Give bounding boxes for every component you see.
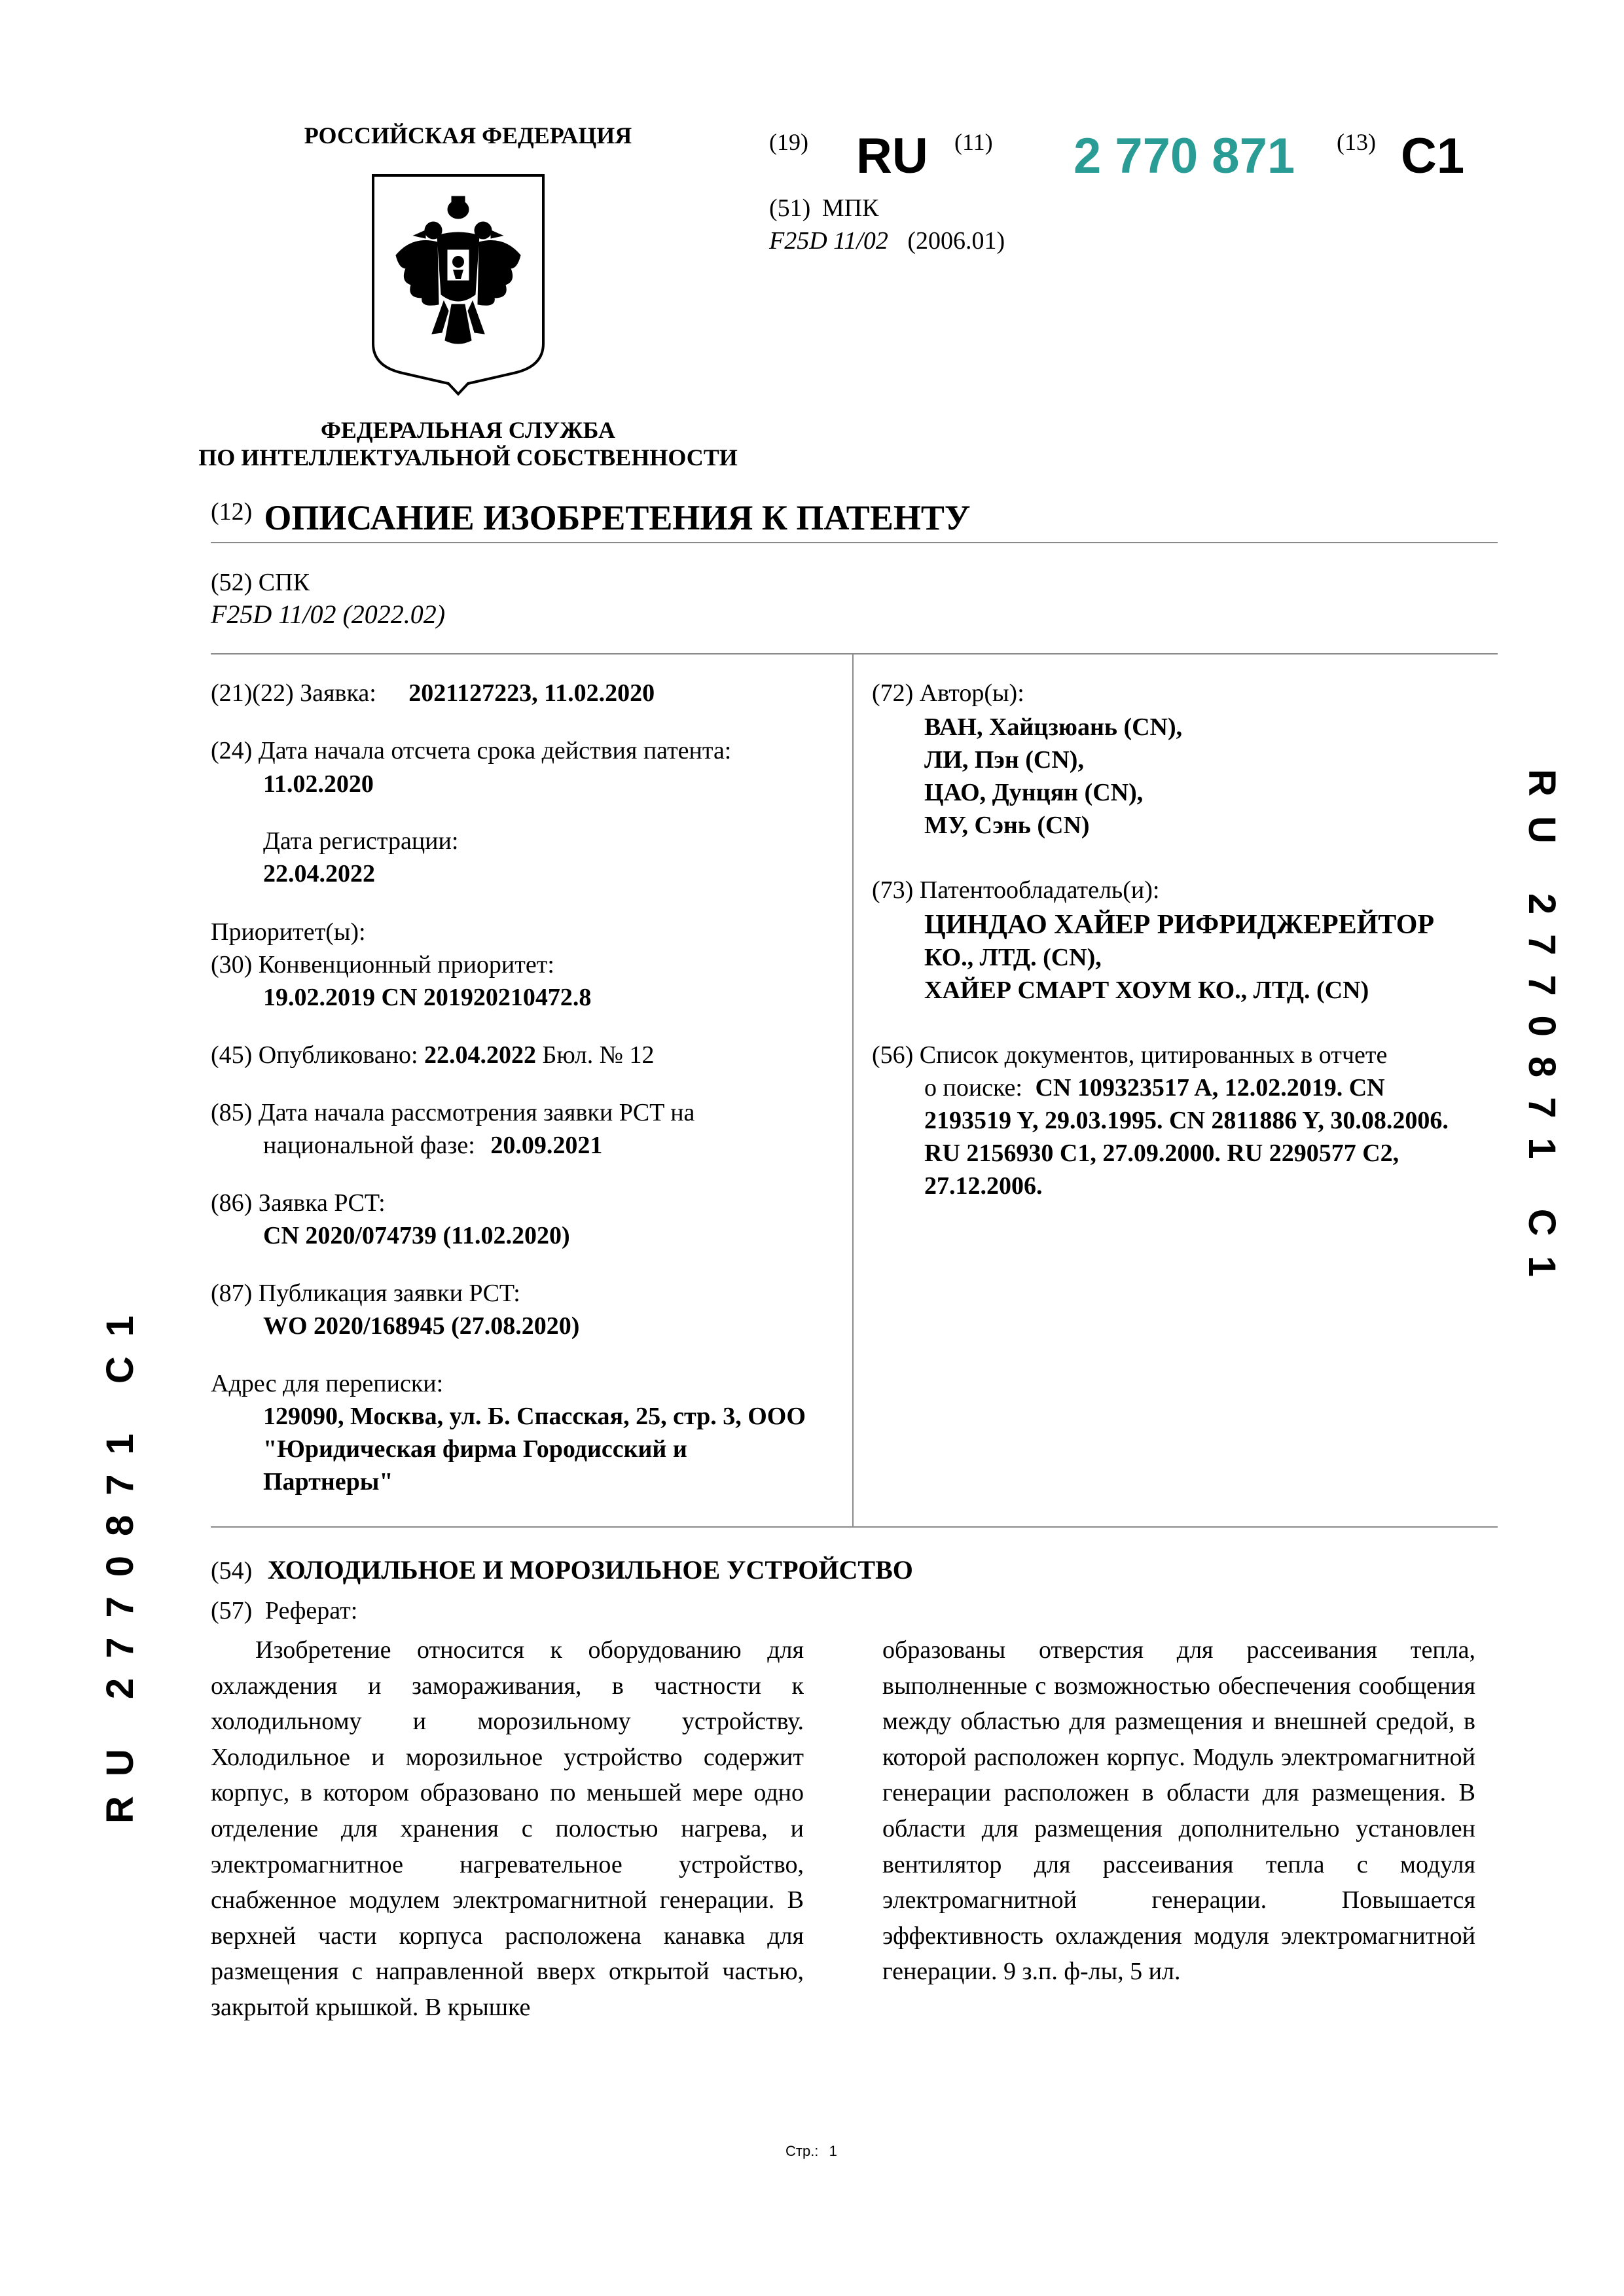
page-label: Стр.:: [785, 2143, 819, 2159]
code-51: (51): [769, 194, 811, 222]
cited-docs-label-1: (56) Список документов, цитированных в отчете: [872, 1041, 1388, 1069]
published-field: [211, 1039, 655, 1071]
pct-publication-label: (87) Публикация заявки PCT:: [211, 1280, 520, 1307]
side-id-left: RU 2770871 C1: [99, 1296, 141, 1823]
invention-title-field: [211, 1554, 913, 1587]
address-label: Адрес для переписки:: [211, 1370, 444, 1397]
code-54: (54): [211, 1557, 253, 1585]
mpk-version: (2006.01): [907, 227, 1005, 255]
invention-title: ХОЛОДИЛЬНОЕ И МОРОЗИЛЬНОЕ УСТРОЙСТВО: [267, 1555, 913, 1585]
page-footer: [785, 2143, 837, 2160]
page-number: 1: [829, 2143, 837, 2159]
agency-name-line1: ФЕДЕРАЛЬНАЯ СЛУЖБА: [321, 417, 615, 443]
published-label: (45) Опубликовано:: [211, 1041, 418, 1069]
start-date-value: 11.02.2020: [263, 770, 374, 798]
cited-docs-field: [924, 1071, 1385, 1104]
country-code: RU: [856, 128, 928, 184]
code-11: (11): [954, 129, 993, 155]
pct-publication-value: WO 2020/168945 (27.08.2020): [263, 1312, 580, 1340]
abstract-heading: [211, 1594, 357, 1627]
published-value: 22.04.2022: [424, 1041, 537, 1069]
mpk-label: МПК: [821, 194, 879, 222]
cited-doc-line: RU 2156930 C1, 27.09.2000. RU 2290577 C2,: [924, 1139, 1399, 1167]
author-item: ЛИ, Пэн (CN),: [924, 746, 1084, 774]
cited-doc-line: CN 109323517 A, 12.02.2019. CN: [1035, 1074, 1385, 1102]
document-title: ОПИСАНИЕ ИЗОБРЕТЕНИЯ К ПАТЕНТУ: [264, 498, 971, 537]
mpk-class: F25D 11/02: [769, 227, 888, 255]
address-block: [263, 1400, 839, 1498]
abstract-label: Реферат:: [264, 1597, 358, 1624]
pct-start-value: 20.09.2021: [490, 1132, 603, 1159]
country-name: РОССИЙСКАЯ ФЕДЕРАЦИЯ: [304, 122, 632, 149]
code-13: (13): [1337, 129, 1376, 155]
pct-start-label-2: национальной фазе:: [263, 1132, 475, 1159]
coat-of-arms-emblem: [360, 170, 556, 399]
mpk-heading: [769, 194, 878, 223]
column-divider: [852, 655, 854, 1526]
cited-docs-list: [924, 1104, 1449, 1202]
pct-application-value: CN 2020/074739 (11.02.2020): [263, 1222, 570, 1249]
author-item: ЦАО, Дунцян (CN),: [924, 779, 1144, 806]
start-date-label: (24) Дата начала отсчета срока действия патента:: [211, 737, 732, 764]
application-value: 2021127223, 11.02.2020: [408, 679, 655, 707]
patent-number: 2 770 871: [1074, 128, 1295, 184]
authors-label: (72) Автор(ы):: [872, 679, 1024, 707]
cited-doc-line: 27.12.2006.: [924, 1172, 1043, 1200]
agency-name-line2: ПО ИНТЕЛЛЕКТУАЛЬНОЙ СОБСТВЕННОСТИ: [198, 444, 738, 471]
mpk-classification: [769, 226, 1005, 255]
address-line: "Юридическая фирма Городисский и: [263, 1435, 687, 1463]
divider-spk: [211, 653, 1498, 655]
abstract-column-2: образованы отверстия для рассеивания тепла, выполненные с возможностью обеспечения сообщения между областью для размещения и внешней средой, в которой расположен корпус. Модуль электромагнитной генерации расположен в области для размещения. В области для размещения дополнительно установлен вентилятор для рассеивания тепла с модуля электромагнитной генерации. Повышается эффективность охлаждения модуля электромагнитной генерации. 9 з.п. ф-лы, 5 ил.: [882, 1636, 1475, 1986]
registration-date-label: Дата регистрации:: [263, 827, 459, 855]
priority-label: Приоритет(ы):: [211, 918, 366, 946]
pct-application-label: (86) Заявка PCT:: [211, 1189, 386, 1217]
divider-bibliography: [211, 1526, 1498, 1528]
holder-item: КО., ЛТД. (CN),: [924, 944, 1102, 971]
document-type: [211, 497, 971, 538]
spk-value: F25D 11/02 (2022.02): [211, 600, 446, 629]
divider-top: [211, 542, 1498, 543]
registration-date-value: 22.04.2022: [263, 860, 375, 888]
application-label: (21)(22) Заявка:: [211, 679, 376, 707]
code-12: (12): [211, 498, 253, 526]
pct-start-field: [263, 1129, 602, 1162]
bulletin-number: Бюл. № 12: [542, 1041, 655, 1069]
holder-item: ЦИНДАО ХАЙЕР РИФРИДЖЕРЕЙТОР: [924, 910, 1435, 940]
holders-list: [924, 908, 1434, 1007]
convention-priority-label: (30) Конвенционный приоритет:: [211, 951, 554, 978]
code-57: (57): [211, 1597, 253, 1624]
cited-doc-line: 2193519 Y, 29.03.1995. CN 2811886 Y, 30.08.2006.: [924, 1107, 1449, 1134]
holders-label: (73) Патентообладатель(и):: [872, 876, 1160, 904]
side-id-right: RU 2770871 C1: [1521, 769, 1563, 1297]
authors-list: [924, 711, 1182, 842]
code-19: (19): [769, 129, 808, 155]
pct-start-label-1: (85) Дата начала рассмотрения заявки PCT на: [211, 1099, 695, 1126]
address-line: Партнеры": [263, 1468, 393, 1496]
holder-item: ХАЙЕР СМАРТ ХОУМ КО., ЛТД. (CN): [924, 977, 1369, 1004]
address-line: 129090, Москва, ул. Б. Спасская, 25, стр. 3, ООО: [263, 1403, 806, 1430]
cited-docs-label-2: о поиске:: [924, 1074, 1022, 1102]
author-item: МУ, Сэнь (CN): [924, 812, 1090, 839]
application-field: [211, 677, 655, 709]
spk-label: (52) СПК: [211, 569, 310, 596]
author-item: ВАН, Хайцзюань (CN),: [924, 713, 1183, 741]
convention-priority-value: 19.02.2019 CN 201920210472.8: [263, 984, 592, 1011]
kind-code: C1: [1401, 128, 1465, 184]
abstract-column-1: Изобретение относится к оборудованию для охлаждения и замораживания, в частности к холодильному и морозильному устройству. Холодильное и морозильное устройство содержит корпус, в котором образовано по меньшей мере одно отделение для хранения с полостью нагрева, и электромагнитное нагревательное устройство, снабженное модулем электромагнитной генерации. В верхней части корпуса расположена канавка для размещения с направленной вверх открытой частью, закрытой крышкой. В крышке: [211, 1636, 804, 2021]
